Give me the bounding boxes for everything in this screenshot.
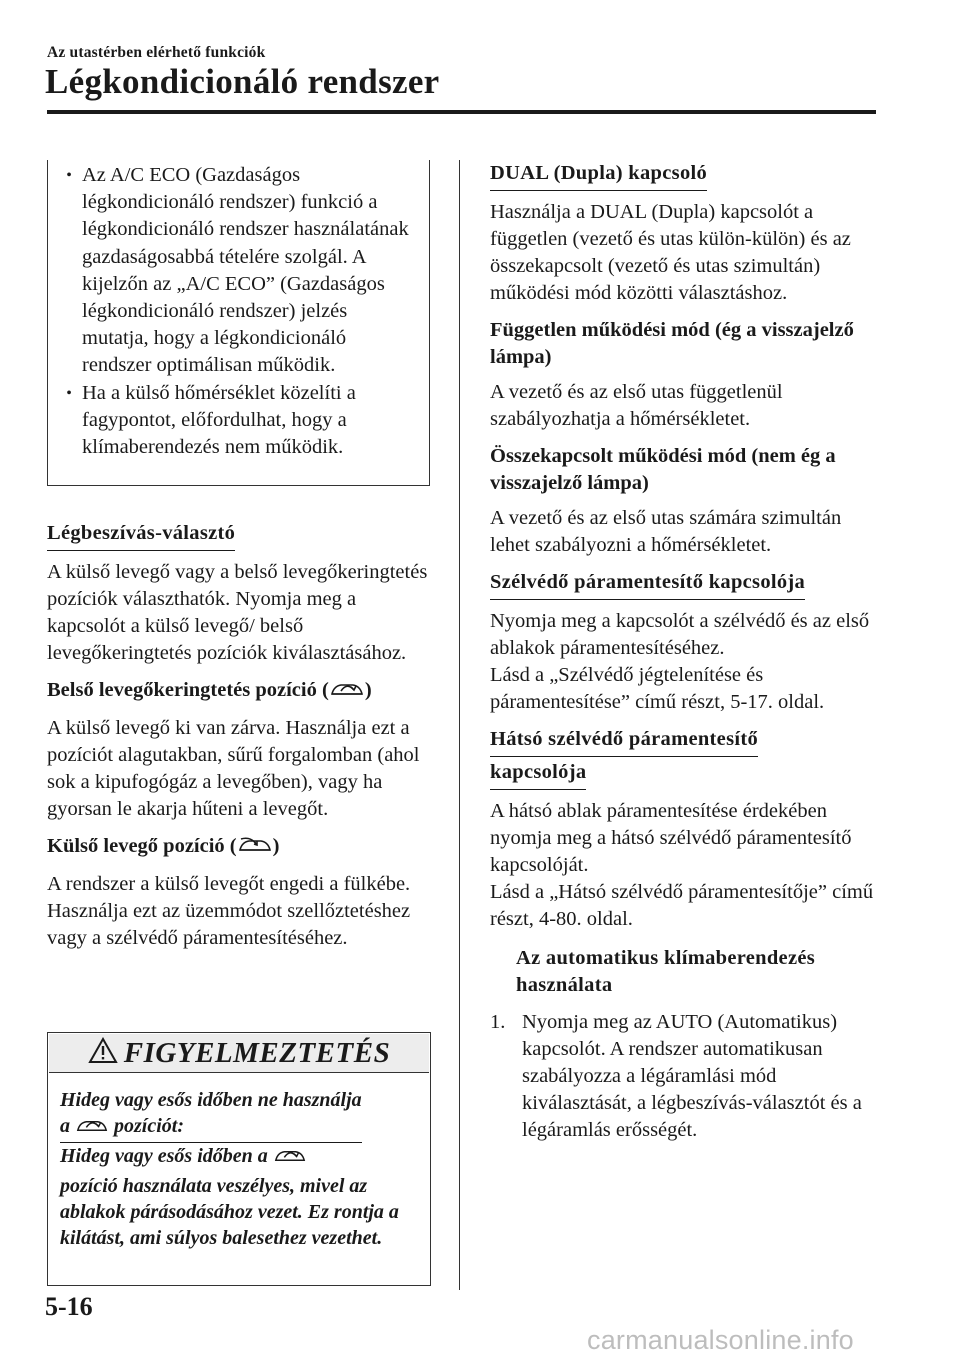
independent-heading: Független működési mód (ég a visszajelző lámpa) — [490, 319, 854, 368]
auto-step — [490, 1009, 876, 1144]
rear-heading-line2: kapcsolója — [490, 759, 586, 790]
note-box — [47, 160, 430, 486]
recirc-heading: Belső levegőkeringtetés pozíció ( ) — [47, 677, 432, 707]
right-column — [490, 160, 876, 1144]
column-divider — [459, 160, 460, 1290]
warning-box — [47, 1032, 431, 1286]
air-intake-section — [47, 520, 432, 952]
warning-subheading: Hideg vagy esős időben ne használja a pozíciót: — [60, 1087, 362, 1143]
warning-triangle-icon — [88, 1037, 118, 1069]
note-bullet: • Ha a külső hőmérséklet közelíti a fagypontot, előfordulhat, hogy a klímaberendezés nem működik. — [56, 380, 416, 462]
windshield-ref: Lásd a „Szélvédő jégtelenítése és páramentesítése” című részt, 5-17. oldal. — [490, 664, 825, 713]
recirculation-car-icon — [75, 1116, 109, 1142]
step-text: Nyomja meg az AUTO (Automatikus) kapcsolót. A rendszer automatikusan szabályozza a légáramlási mód kiválasztását, a légbeszívás-választót és a légáramlás erősségét. — [522, 1011, 862, 1141]
page-title: Légkondicionáló rendszer — [45, 62, 440, 101]
combined-text: A vezető és az első utas számára szimultán lehet szabályozni a hőmérsékletet. — [490, 507, 842, 556]
recirculation-car-icon — [329, 679, 365, 707]
watermark: carmanualsonline.info — [587, 1325, 854, 1355]
windshield-text: Nyomja meg a kapcsolót a szélvédő és az első ablakok páramentesítéséhez. — [490, 610, 870, 659]
warning-title: FIGYELMEZTETÉS — [123, 1036, 391, 1069]
rear-text: A hátsó ablak páramentesítése érdekében nyomja meg a hátsó szélvédő páramentesítő kapcsolóját. — [490, 800, 852, 876]
page-number: 5-16 — [45, 1292, 93, 1321]
auto-heading: Az automatikus klímaberendezés használata — [516, 947, 816, 996]
combined-heading: Összekapcsolt működési mód (nem ég a visszajelző lámpa) — [490, 445, 836, 494]
air-intake-heading: Légbeszívás-választó — [47, 520, 235, 551]
recirculation-car-icon — [273, 1146, 307, 1172]
outside-heading: Külső levegő pozíció ( ) — [47, 833, 432, 863]
step-number: 1. — [490, 1011, 506, 1033]
dual-text: Használja a DUAL (Dupla) kapcsolót a független (vezető és utas külön-külön) és az összekapcsolt (vezető és utas szimultán) működési mód közötti választáshoz. — [490, 201, 851, 304]
warning-body: Hideg vagy esős időben ne használja a pozíciót: Hideg vagy esős időben a pozíció használata veszélyes, mivel az ablakok párásodásához vezet. Ez rontja a kilátást, ami súlyos balesethez vezethet. — [60, 1089, 399, 1250]
title-rule — [47, 110, 876, 114]
rear-ref: Lásd a „Hátsó szélvédő páramentesítője” című részt, 4-80. oldal. — [490, 881, 874, 930]
dual-heading: DUAL (Dupla) kapcsoló — [490, 160, 707, 191]
note-bullet-text: Ha a külső hőmérséklet közelíti a fagypontot, előfordulhat, hogy a klímaberendezés nem működik. — [82, 381, 356, 459]
windshield-heading: Szélvédő páramentesítő kapcsolója — [490, 569, 805, 600]
note-bullet: • Az A/C ECO (Gazdaságos légkondicionáló rendszer) funkció a légkondicionáló rendszer használatának gazdaságosabbá tételére szolgál. A kijelzőn az „A/C ECO” (Gazdaságos légkondicionáló rendszer) jelzés mutatja, hogy a légkondicionáló rendszer optimálisan működik. — [56, 162, 416, 380]
warning-text: pozíció használata veszélyes, mivel az ablakok párásodásához vezet. Ez rontja a kilátást, ami súlyos balesethez vezethet. — [60, 1174, 399, 1250]
outside-air-car-icon — [237, 835, 273, 863]
warning-header — [49, 1034, 429, 1073]
air-intake-intro: A külső levegő vagy a belső levegőkeringtetés pozíciók választhatók. Nyomja meg a kapcsolót a külső levegő/ belső levegőkeringtetés pozíciók kiválasztásához. — [47, 561, 428, 664]
rear-heading-line1: Hátsó szélvédő páramentesítő — [490, 726, 758, 757]
recirc-text: A külső levegő ki van zárva. Használja ezt a pozíciót alagutakban, sűrű forgalomban (ahol sok a kipufogógáz a levegőben), vagy ha gyorsan le akarja hűteni a levegőt. — [47, 717, 420, 820]
section-label: Az utastérben elérhető funkciók — [47, 44, 266, 61]
note-bullet-text: Az A/C ECO (Gazdaságos légkondicionáló rendszer) funkció a légkondicionáló rendszer használatának gazdaságosabbá tételére szolgál. A kijelzőn az „A/C ECO” (Gazdaságos légkondicionáló rendszer) jelzés mutatja, hogy a légkondicionáló rendszer optimálisan működik. — [82, 164, 409, 377]
independent-text: A vezető és az első utas függetlenül szabályozhatja a hőmérsékletet. — [490, 381, 783, 430]
outside-text: A rendszer a külső levegőt engedi a fülkébe. Használja ezt az üzemmódot szellőztetéshez vagy a szélvédő páramentesítéséhez. — [47, 873, 411, 949]
